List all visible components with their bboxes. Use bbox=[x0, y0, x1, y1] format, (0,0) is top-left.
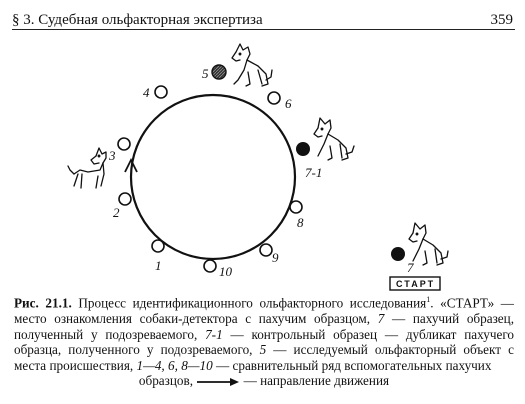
label-1: 1 bbox=[155, 258, 162, 273]
label-6: 6 bbox=[285, 96, 292, 111]
caption-figure-label: Рис. 21.1. bbox=[14, 295, 72, 311]
figure-caption bbox=[14, 292, 514, 389]
start-label: СТАРТ bbox=[396, 279, 436, 289]
caption-footnote: 1 bbox=[426, 295, 431, 304]
page-header bbox=[12, 6, 515, 28]
dog-icon-start bbox=[409, 223, 448, 265]
sample-marker-8 bbox=[290, 201, 302, 213]
dog-icon-top bbox=[232, 44, 272, 86]
sample-marker-7-1 bbox=[296, 142, 310, 156]
caption-ref-7-1: 7-1 bbox=[205, 326, 223, 342]
sample-marker-4 bbox=[155, 86, 167, 98]
dog-icon-right bbox=[314, 118, 354, 160]
caption-ref-7: 7 bbox=[377, 310, 385, 326]
caption-text-3: — пахучий образец, полученный у подозреваемого, bbox=[14, 310, 514, 342]
caption-last-line bbox=[14, 373, 514, 389]
label-7: 7 bbox=[407, 260, 414, 275]
label-9: 9 bbox=[272, 250, 279, 265]
caption-text-6: — сравнительный ряд вспомогательных пахучих bbox=[212, 357, 492, 373]
caption-text-1: Процесс идентификационного ольфакторного исследования bbox=[71, 295, 427, 311]
label-4: 4 bbox=[143, 85, 150, 100]
label-3: 3 bbox=[109, 148, 116, 163]
sample-marker-1 bbox=[152, 240, 164, 252]
sample-marker-2 bbox=[119, 193, 131, 205]
figure-21-1 bbox=[0, 30, 525, 292]
label-7-1: 7-1 bbox=[305, 165, 323, 180]
label-8: 8 bbox=[297, 215, 304, 230]
caption-text-5: — исследуемый ольфакторный объект с места происшествия, bbox=[14, 342, 514, 373]
caption-text-8: — направление движения bbox=[240, 373, 390, 389]
dog-icon-left bbox=[68, 148, 106, 188]
caption-text-7: образцов, bbox=[138, 373, 197, 389]
caption-ref-5: 5 bbox=[259, 342, 267, 358]
arrow-icon bbox=[196, 377, 240, 387]
caption-ref-range: 1—4, 6, 8—10 bbox=[136, 357, 213, 373]
movement-circle bbox=[131, 95, 295, 259]
sample-marker-3 bbox=[118, 138, 130, 150]
sample-marker-5 bbox=[212, 65, 226, 79]
caption-text-4: — контрольный образец — дубликат пахучего образца, полученного у подозреваемого, bbox=[14, 326, 515, 358]
caption-text-2: . «СТАРТ» — место ознакомления собаки-детектора с пахучим образцом, bbox=[14, 295, 514, 326]
label-2: 2 bbox=[113, 205, 120, 220]
sample-marker-10 bbox=[204, 260, 216, 272]
label-5: 5 bbox=[202, 66, 209, 81]
sample-marker-9 bbox=[260, 244, 272, 256]
sample-marker-7 bbox=[391, 247, 405, 261]
section-title: § 3. Судебная ольфакторная экспертиза bbox=[12, 12, 263, 28]
page-number: 359 bbox=[490, 12, 513, 28]
sample-marker-6 bbox=[268, 92, 280, 104]
label-10: 10 bbox=[219, 264, 232, 279]
